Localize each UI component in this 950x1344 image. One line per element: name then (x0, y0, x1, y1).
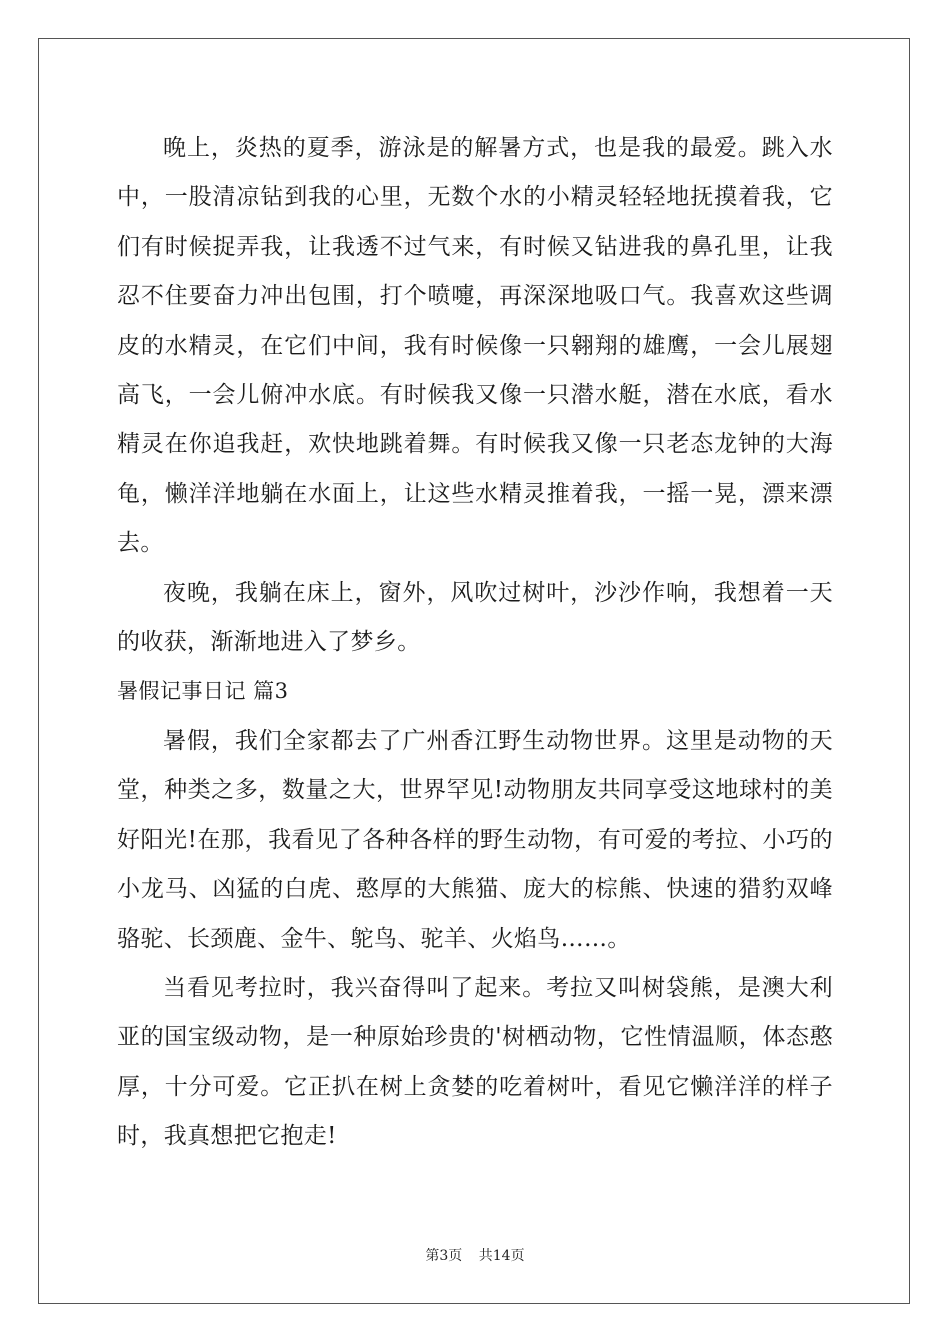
page-total: 共14页 (478, 1248, 525, 1264)
section-heading: 暑假记事日记 篇3 (117, 679, 289, 704)
document-body (117, 124, 833, 1162)
paragraph-night: 夜晚，我躺在床上，窗外，风吹过树叶，沙沙作响，我想着一天的收获，渐渐地进入了梦乡。 (117, 579, 833, 656)
paragraph-zoo: 暑假，我们全家都去了广州香江野生动物世界。这里是动物的天堂，种类之多，数量之大，世界罕见!动物朋友共同享受这地球村的美好阳光!在那，我看见了各种各样的野生动物，有可爱的考拉、小巧的小龙马、凶猛的白虎、憨厚的大熊猫、庞大的棕熊、快速的猎豹双峰骆驼、长颈鹿、金牛、鸵鸟、驼羊、火焰鸟……。 (117, 727, 833, 952)
paragraph-koala: 当看见考拉时，我兴奋得叫了起来。考拉又叫树袋熊，是澳大利亚的国宝级动物，是一种原始珍贵的'树栖动物，它性情温顺，体态憨厚，十分可爱。它正扒在树上贪婪的吃着树叶，看见它懒洋洋的样子时，我真想把它抱走! (117, 974, 833, 1150)
page-number: 第3页 (425, 1248, 463, 1264)
page-footer (0, 1245, 950, 1265)
paragraph-swimming: 晚上，炎热的夏季，游泳是的解暑方式，也是我的最爱。跳入水中，一股清凉钻到我的心里，无数个水的小精灵轻轻地抚摸着我，它们有时候捉弄我，让我透不过气来，有时候又钻进我的鼻孔里，让我忍不住要奋力冲出包围，打个喷嚏，再深深地吸口气。我喜欢这些调皮的水精灵，在它们中间，我有时候像一只翱翔的雄鹰，一会儿展翅高飞，一会儿俯冲水底。有时候我又像一只潜水艇，潜在水底，看水精灵在你追我赶，欢快地跳着舞。有时候我又像一只老态龙钟的大海龟，懒洋洋地躺在水面上，让这些水精灵推着我，一摇一晃，漂来漂去。 (117, 135, 833, 557)
